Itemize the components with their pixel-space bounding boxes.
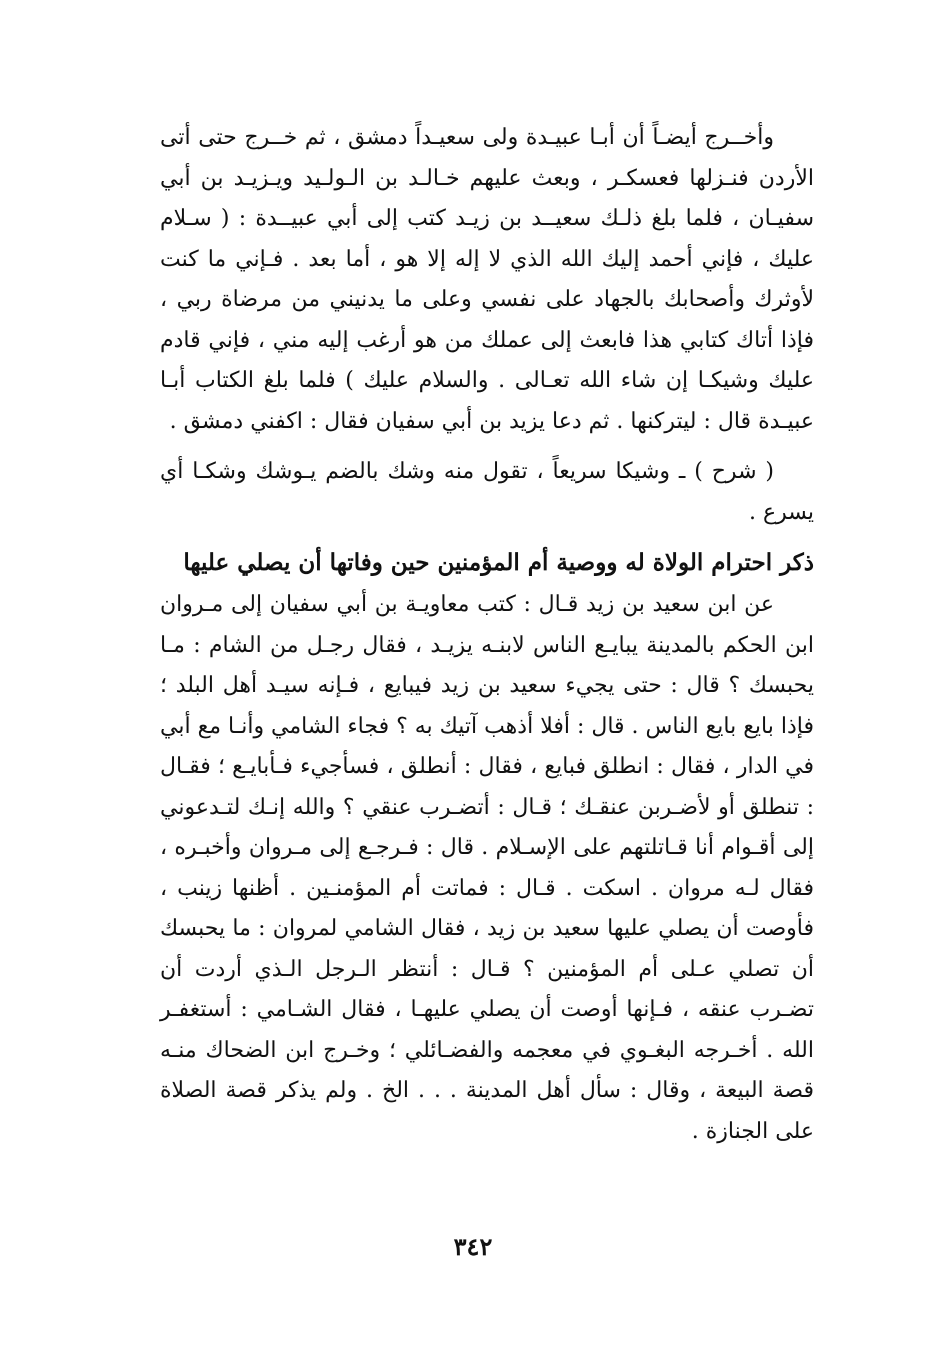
section-heading: ذكر احترام الولاة له ووصية أم المؤمنين حين وفاتها أن يصلي عليها [183, 549, 814, 576]
paragraph-1: وأخــرج أيضـاً أن أبـا عبيـدة ولى سعيـداً دمشق ، ثم خــرج حتى أتى الأردن فنـزلها فعسكـر ، وبعث عليهم خـالـد بن الـولـيد ويـزيـد بن أبي سفيـان ، فلما بلغ ذلـك سعيــد بن زيـد كتب إلى أبي عبيــدة : ( سـلام عليك ، فإني أحمد إليك الله الذي لا إله إلا هو ، أما بعد . فـإني ما كنت لأوثرك وأصحابك بالجهاد على نفسي وعلى ما يدنيني من مرضاة ربي ، فإذا أتاك كتابي هذا فابعث إلى عملك من هو أرغب إليه مني ، فإني قادم عليك وشيكـا إن شاء الله تعـالى . والسلام عليك ) فلما بلغ الكتاب أبـا عبيـدة قال : ليتركنها . ثم دعا يزيد بن أبي سفيان فقال : اكفني دمشق . [160, 125, 814, 434]
page-number: ٣٤٢ [453, 1232, 493, 1261]
paragraph-2: عن ابن سعيد بن زيد قـال : كتب معاويـة بن أبي سفيان إلى مـروان ابن الحكم بالمدينة يبايـع الناس لابنـه يزيـد ، فقال رجـل من الشام : مـا يحبسك ؟ قال : حتى يجيء سعيد بن زيد فيبايع ، فـإنه سيـد أهل البلد ؛ فإذا بايع بايع الناس . قال : أفلا أذهب آتيك به ؟ فجاء الشامي وأنـا مع أبي في الدار ، فقال : انطلق فبايع ، فقال : أنطلق ، فسأجيء فـأبايـع ؛ فقـال : تنطلق أو لأضـربن عنقـك ؛ قـال : أتضـرب عنقي ؟ والله إنـك لتـدعوني إلى أقـوام أنا قـاتلتهم على الإسـلام . قال : فـرجـع إلى مـروان وأخبـره ، فقال لـه مروان . اسكت . قـال : فماتت أم المؤمنـين . أظنها زينب ، فأوصت أن يصلي عليها سعيد بن زيد ، فقال الشامي لمروان : ما يحبسك أن تصلي عـلى أم المؤمنين ؟ قـال : أنتظر الـرجل الـذي أردت أن تضـرب عنقه ، فـإنها أوصت أن يصلي عليهـا ، فقال الشـامي : أستغفـر الله . أخـرجه البغـوي في معجمه والفضـائلي ؛ وخـرج ابن الضحاك منـه قصة البيعة ، وقال : سأل أهل المدينة . . . الخ . ولم يذكر قصة الصلاة على الجنازة . [160, 592, 814, 1144]
gloss-note: ( شرح ) ـ وشيكا سريعاً ، تقول منه وشك بالضم يـوشك وشكـا أي يسرع . [160, 459, 814, 525]
